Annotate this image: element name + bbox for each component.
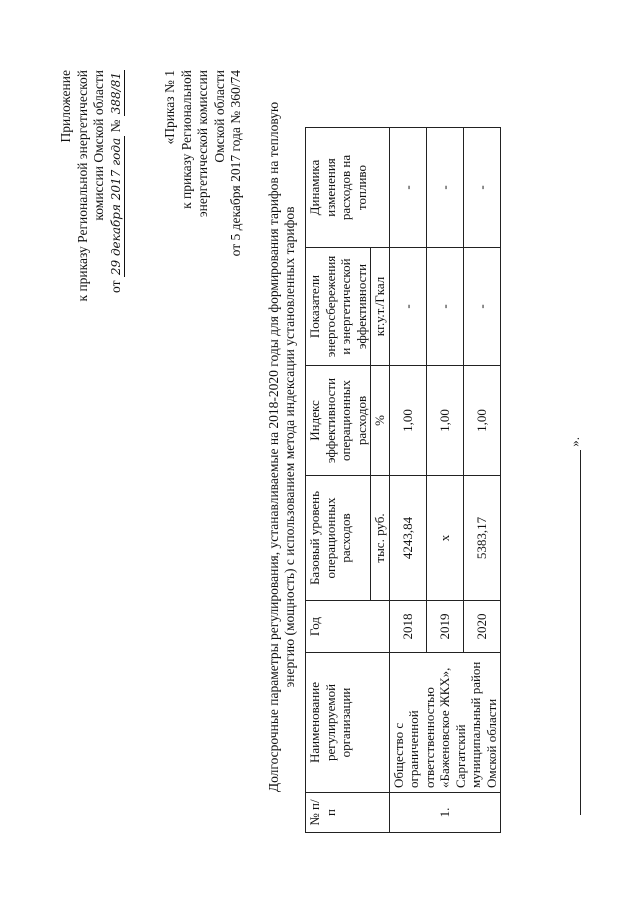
cell-year: 2019 bbox=[426, 601, 463, 653]
prior-order-line2: к приказу Региональной bbox=[178, 70, 194, 209]
cell-base: 5383,17 bbox=[463, 476, 500, 601]
org-name: Общество с ограниченной ответственностью «Баженовское ЖКХ», Саргатский муниципальный район Омской области bbox=[389, 653, 501, 793]
cell-year: 2018 bbox=[389, 601, 426, 653]
cell-fuel: - bbox=[389, 128, 426, 248]
document-title-line1: Долгосрочные параметры регулирования, устанавливаемые на 2018-2020 годы для формирования тарифов на тепловую bbox=[266, 101, 281, 793]
header-org: Наименование регулируемой организации bbox=[306, 653, 390, 793]
unit-base: тыс. руб. bbox=[371, 476, 390, 601]
header-energy: Показатели энергосбережения и энергетической эффективности bbox=[306, 248, 371, 366]
closing-line bbox=[567, 425, 583, 815]
parameters-table bbox=[305, 127, 501, 833]
unit-energy: кг.у.т./Гкал bbox=[371, 248, 390, 366]
document-title bbox=[266, 27, 298, 867]
from-prefix: от bbox=[107, 280, 123, 293]
header-index: Индекс эффективности операционных расходов bbox=[306, 366, 371, 476]
cell-base: х bbox=[426, 476, 463, 601]
handwritten-date: 29 декабря 2017 года bbox=[108, 136, 126, 277]
closing-quote-mark: ». bbox=[567, 437, 582, 447]
prior-order-line1: «Приказ № 1 bbox=[162, 70, 177, 145]
header-fuel: Динамика изменения расходов на топливо bbox=[306, 128, 390, 248]
cell-energy: - bbox=[426, 248, 463, 366]
cell-fuel: - bbox=[463, 128, 500, 248]
prior-order-line5: от 5 декабря 2017 года № 360/74 bbox=[228, 70, 243, 257]
appendix-line1: к приказу Региональной энергетической bbox=[74, 70, 90, 302]
cell-energy: - bbox=[463, 248, 500, 366]
cell-energy: - bbox=[389, 248, 426, 366]
prior-order-line4: Омской области bbox=[211, 70, 227, 163]
unit-index: % bbox=[371, 366, 390, 476]
cell-fuel: - bbox=[426, 128, 463, 248]
header-year: Год bbox=[306, 601, 390, 653]
table-header-row bbox=[306, 128, 371, 833]
cell-index: 1,00 bbox=[463, 366, 500, 476]
cell-year: 2020 bbox=[463, 601, 500, 653]
cell-index: 1,00 bbox=[426, 366, 463, 476]
number-prefix: № bbox=[107, 119, 123, 133]
prior-order-header bbox=[162, 70, 245, 400]
header-num: № п/п bbox=[306, 793, 390, 833]
prior-order-line3: энергетической комиссии bbox=[195, 70, 210, 218]
closing-rule bbox=[572, 450, 581, 815]
org-number: 1. bbox=[389, 793, 501, 833]
document-title-line2: энергию (мощность) с использованием метода индексации установленных тарифов bbox=[282, 206, 297, 688]
appendix-header bbox=[58, 70, 125, 400]
cell-base: 4243,84 bbox=[389, 476, 426, 601]
table-row bbox=[389, 128, 426, 833]
handwritten-number: 388/81 bbox=[108, 70, 126, 116]
header-base: Базовый уровень операционных расходов bbox=[306, 476, 371, 601]
appendix-line2: комиссии Омской области bbox=[91, 70, 106, 221]
appendix-title: Приложение bbox=[58, 70, 73, 143]
appendix-date-line bbox=[108, 70, 126, 400]
cell-index: 1,00 bbox=[389, 366, 426, 476]
